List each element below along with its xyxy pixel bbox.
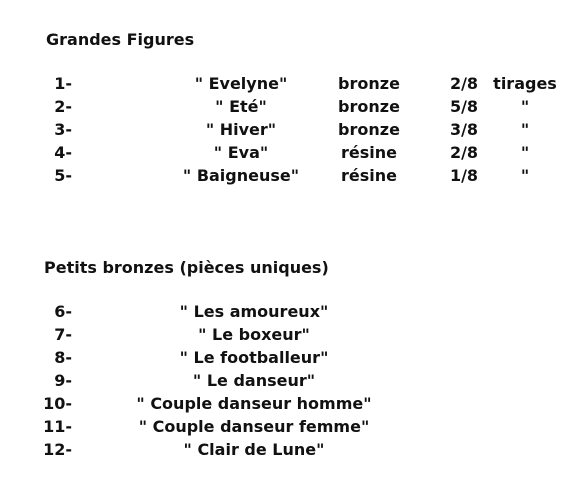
list-item (0, 302, 588, 324)
item-number: 5- (54, 166, 72, 185)
item-title: " Baigneuse" (182, 166, 300, 185)
list-item (0, 417, 588, 439)
item-number: 9- (54, 371, 72, 390)
item-edition-count: 2/8 (449, 143, 479, 162)
list-item (0, 348, 588, 370)
item-number: 11- (43, 417, 72, 436)
item-material: bronze (338, 74, 400, 93)
item-title: " Clair de Lune" (183, 440, 325, 459)
item-note: tirages (493, 74, 557, 93)
item-edition-count: 1/8 (449, 166, 479, 185)
list-item (0, 166, 588, 188)
item-title: " Eva" (213, 143, 269, 162)
item-title: " Les amoureux" (179, 302, 329, 321)
list-item (0, 97, 588, 119)
item-title: " Evelyne" (194, 74, 288, 93)
item-title: " Couple danseur homme" (136, 394, 372, 413)
item-note: " (520, 166, 530, 185)
item-title: " Hiver" (205, 120, 277, 139)
item-number: 1- (54, 74, 72, 93)
item-material: résine (341, 143, 397, 162)
item-number: 3- (54, 120, 72, 139)
section-title-petits-bronzes: Petits bronzes (pièces uniques) (44, 258, 329, 277)
list-item (0, 325, 588, 347)
list-item (0, 440, 588, 462)
item-note: " (520, 97, 530, 116)
item-title: " Le boxeur" (198, 325, 310, 344)
list-item (0, 394, 588, 416)
item-number: 10- (43, 394, 72, 413)
list-item (0, 74, 588, 96)
item-title: " Eté" (215, 97, 267, 116)
item-number: 12- (43, 440, 72, 459)
item-number: 8- (54, 348, 72, 367)
item-title: " Couple danseur femme" (138, 417, 370, 436)
list-item (0, 143, 588, 165)
item-number: 2- (54, 97, 72, 116)
item-material: bronze (338, 120, 400, 139)
list-item (0, 120, 588, 142)
item-material: résine (341, 166, 397, 185)
item-title: " Le danseur" (192, 371, 316, 390)
item-note: " (520, 120, 530, 139)
item-material: bronze (338, 97, 400, 116)
list-item (0, 371, 588, 393)
section-title-grandes-figures: Grandes Figures (46, 30, 195, 49)
item-edition-count: 5/8 (449, 97, 479, 116)
item-title: " Le footballeur" (179, 348, 329, 367)
item-edition-count: 3/8 (449, 120, 479, 139)
item-note: " (520, 143, 530, 162)
item-number: 4- (54, 143, 72, 162)
item-number: 6- (54, 302, 72, 321)
item-number: 7- (54, 325, 72, 344)
item-edition-count: 2/8 (449, 74, 479, 93)
